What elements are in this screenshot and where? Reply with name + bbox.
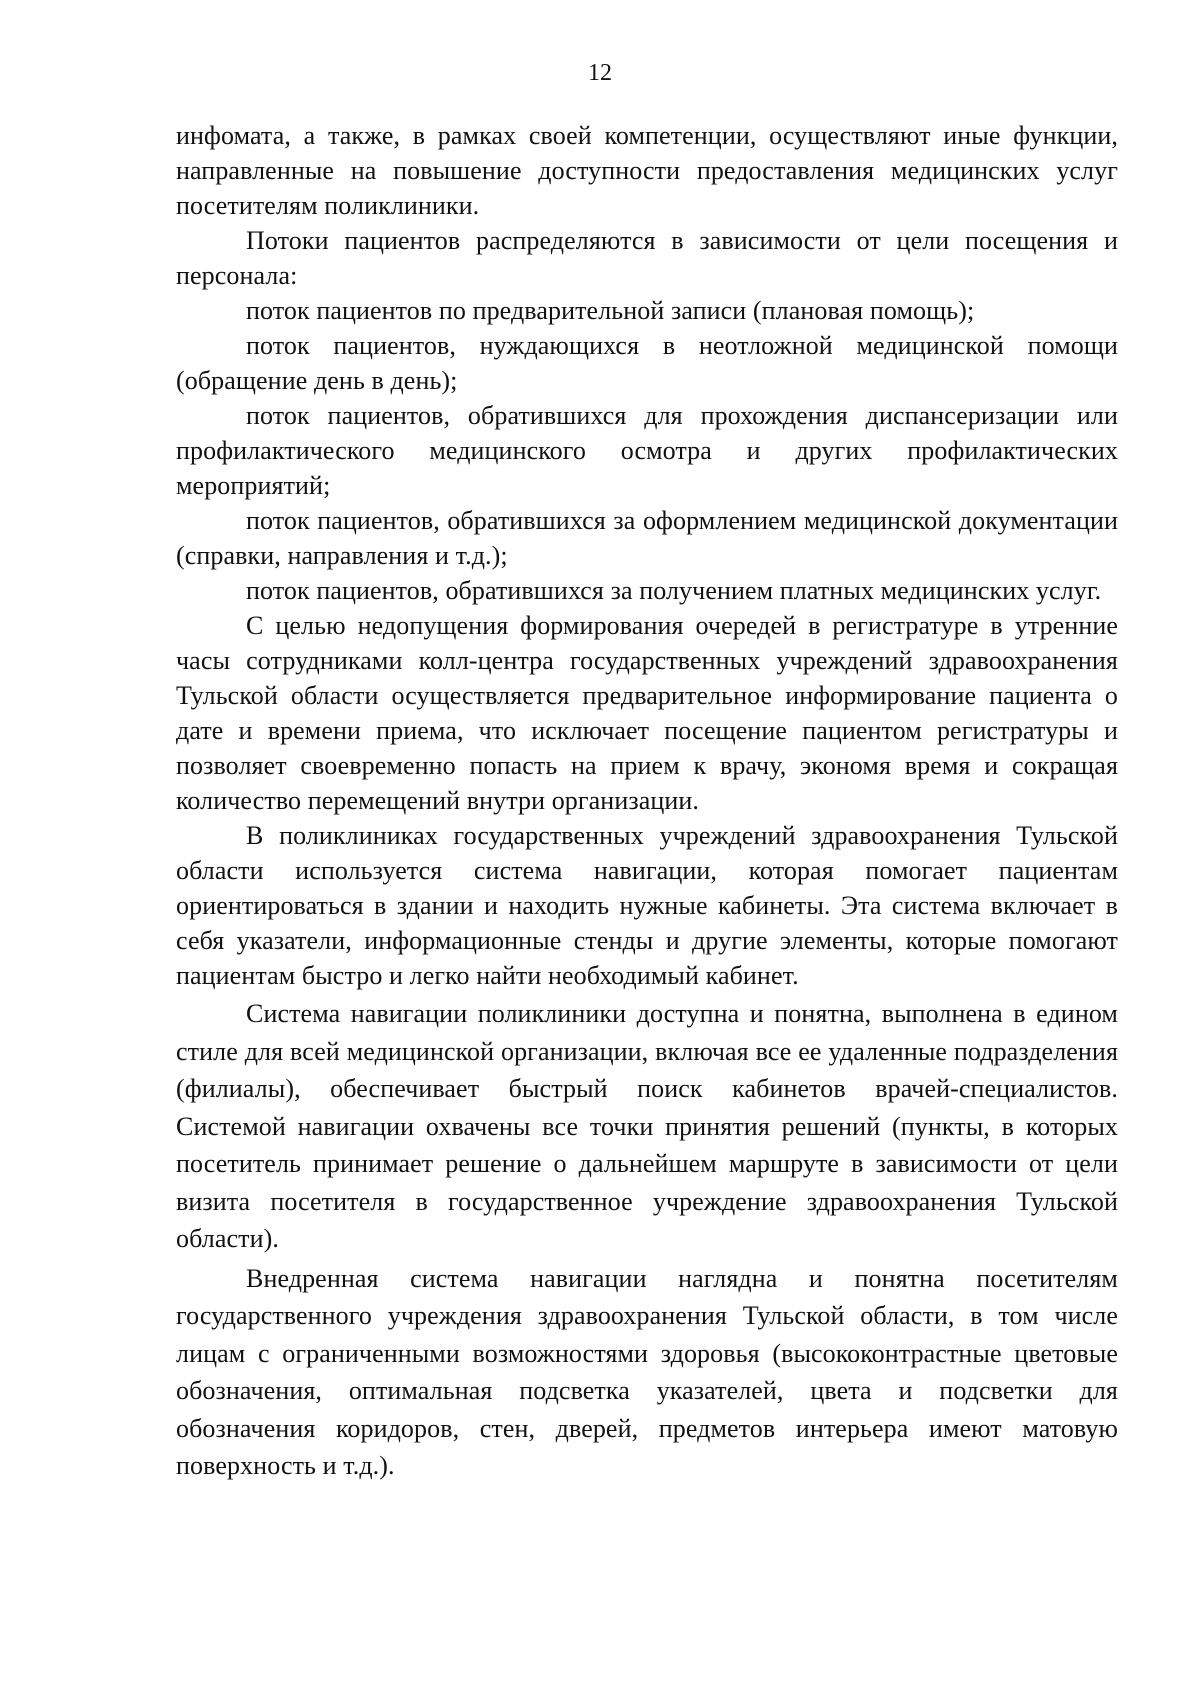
page-number: 12 [588, 60, 612, 86]
paragraph-6: поток пациентов, обратившихся за оформлением медицинской документации (справки, направления и т.д.); [176, 506, 1118, 570]
paragraph-7: поток пациентов, обратившихся за получением платных медицинских услуг. [246, 576, 1102, 605]
paragraph-10: Система навигации поликлиники доступна и понятна, выполнена в едином стиле для всей медицинской организации, включая все ее удаленные подразделения (филиалы), обеспечивает быстрый поиск кабинетов врачей-специалистов. Системой навигации охвачены все точки принятия решений (пункты, в которых посетитель принимает решение о дальнейшем маршруте в зависимости от цели визита посетителя в государственное учреждение здравоохранения Тульской области). [176, 999, 1118, 1253]
paragraph-5: поток пациентов, обратившихся для прохождения диспансеризации или профилактического медицинского осмотра и других профилактических мероприятий; [176, 401, 1118, 500]
paragraph-3: поток пациентов по предварительной записи (плановая помощь); [246, 296, 975, 325]
paragraph-1: инфомата, а также, в рамках своей компетенции, осуществляют иные функции, направленные на повышение доступности предоставления медицинских услуг посетителям поликлиники. [176, 121, 1118, 220]
paragraph-4: поток пациентов, нуждающихся в неотложной медицинской помощи (обращение день в день); [176, 331, 1118, 395]
document-body [176, 118, 1118, 1485]
paragraph-9: В поликлиниках государственных учреждений здравоохранения Тульской области используется система навигации, которая помогает пациентам ориентироваться в здании и находить нужные кабинеты. Эта система включает в себя указатели, информационные стенды и другие элементы, которые помогают пациентам быстро и легко найти необходимый кабинет. [176, 821, 1118, 990]
paragraph-8: С целью недопущения формирования очередей в регистратуре в утренние часы сотрудниками колл-центра государственных учреждений здравоохранения Тульской области осуществляется предварительное информирование пациента о дате и времени приема, что исключает посещение пациентом регистратуры и позволяет своевременно попасть на прием к врачу, экономя время и сокращая количество перемещений внутри организации. [176, 611, 1118, 815]
paragraph-11: Внедренная система навигации наглядна и понятна посетителям государственного учреждения здравоохранения Тульской области, в том числе лицам с ограниченными возможностями здоровья (высококонтрастные цветовые обозначения, оптимальная подсветка указателей, цвета и подсветки для обозначения коридоров, стен, дверей, предметов интерьера имеют матовую поверхность и т.д.). [176, 1263, 1118, 1480]
paragraph-2: Потоки пациентов распределяются в зависимости от цели посещения и персонала: [176, 226, 1118, 290]
